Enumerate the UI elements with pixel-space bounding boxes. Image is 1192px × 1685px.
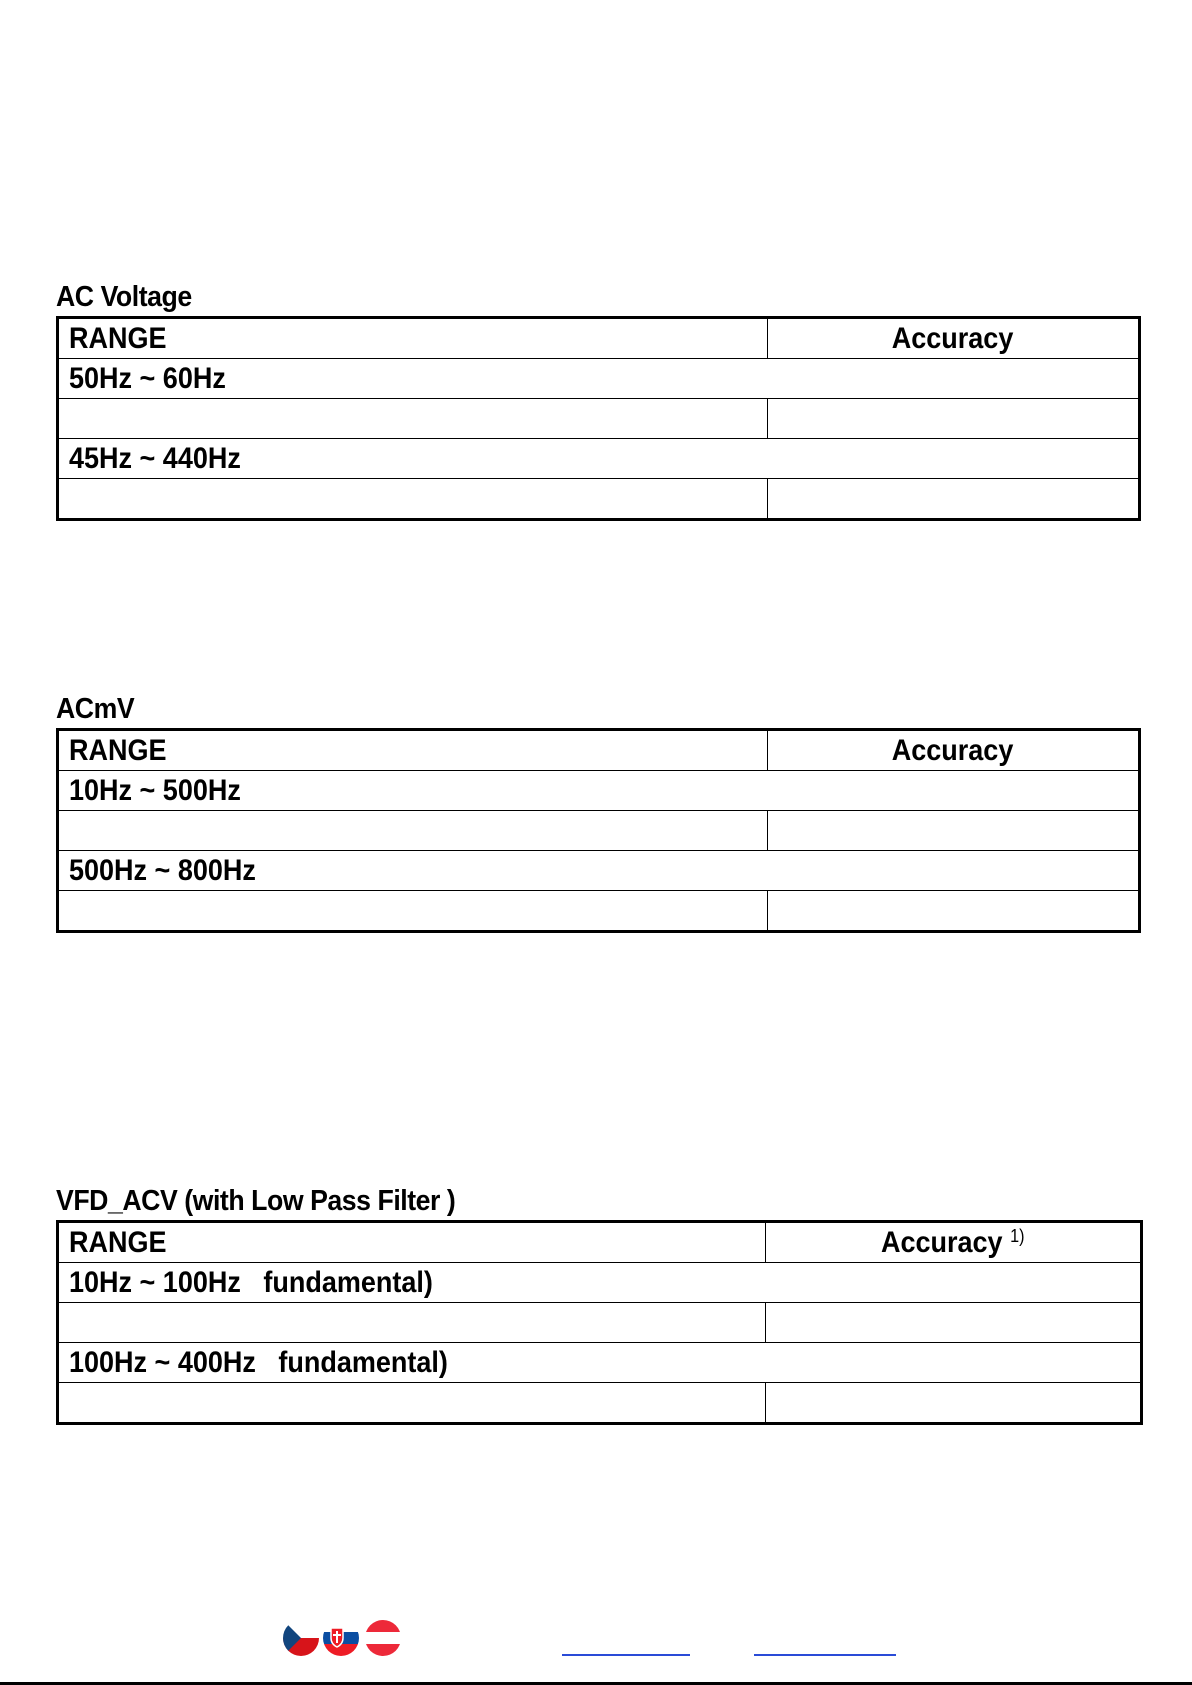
range-cell — [58, 891, 768, 932]
header-row — [58, 1222, 1142, 1263]
frequency-band-label: 500Hz ~ 800Hz — [58, 851, 1140, 891]
section-acmv — [56, 692, 1141, 933]
accuracy-cell — [766, 1303, 1142, 1343]
email-link[interactable] — [754, 1654, 896, 1656]
group-row — [58, 359, 1140, 399]
table-row — [58, 479, 1140, 520]
frequency-band-label: 100Hz ~ 400Hz fundamental) — [58, 1343, 1142, 1383]
range-cell — [58, 1303, 766, 1343]
accuracy-header: Accuracy $^{1)}$ — [766, 1222, 1142, 1263]
section-title: ACmV — [56, 693, 135, 725]
accuracy-cell — [768, 399, 1140, 439]
section-title: VFD_ACV (with Low Pass Filter ) — [56, 1185, 456, 1217]
section-ac-voltage — [56, 280, 1141, 521]
table-row — [58, 1383, 1142, 1424]
range-header: RANGE — [58, 1222, 766, 1263]
table-row — [58, 399, 1140, 439]
frequency-band-label: 10Hz ~ 100Hz fundamental) — [58, 1263, 1142, 1303]
range-cell — [58, 1383, 766, 1424]
range-header: RANGE — [58, 318, 768, 359]
group-row — [58, 439, 1140, 479]
section-title: AC Voltage — [56, 281, 192, 313]
table-row — [58, 811, 1140, 851]
accuracy-cell — [768, 811, 1140, 851]
accuracy-header: Accuracy — [768, 730, 1140, 771]
slovak-flag-icon — [323, 1620, 359, 1656]
header-row — [58, 730, 1140, 771]
spec-table — [56, 728, 1141, 933]
range-header: RANGE — [58, 730, 768, 771]
accuracy-cell — [768, 479, 1140, 520]
table-row — [58, 891, 1140, 932]
frequency-band-label: 45Hz ~ 440Hz — [58, 439, 1140, 479]
frequency-band-label: 50Hz ~ 60Hz — [58, 359, 1140, 399]
website-link[interactable] — [562, 1654, 690, 1656]
page-footer — [0, 1620, 1192, 1660]
group-row — [58, 1343, 1142, 1383]
footnote-marker: 1) — [1010, 1225, 1025, 1246]
table-row — [58, 1303, 1142, 1343]
accuracy-header: Accuracy — [768, 318, 1140, 359]
range-cell — [58, 811, 768, 851]
range-cell — [58, 399, 768, 439]
accuracy-cell — [768, 891, 1140, 932]
group-row — [58, 1263, 1142, 1303]
spec-table — [56, 1220, 1143, 1425]
frequency-band-label: 10Hz ~ 500Hz — [58, 771, 1140, 811]
range-cell — [58, 479, 768, 520]
austrian-flag-icon — [365, 1620, 401, 1656]
group-row — [58, 771, 1140, 811]
spec-table — [56, 316, 1141, 521]
group-row — [58, 851, 1140, 891]
section-vfd-acv — [56, 1184, 1143, 1425]
header-row — [58, 318, 1140, 359]
accuracy-cell — [766, 1383, 1142, 1424]
czech-flag-icon — [283, 1620, 319, 1656]
